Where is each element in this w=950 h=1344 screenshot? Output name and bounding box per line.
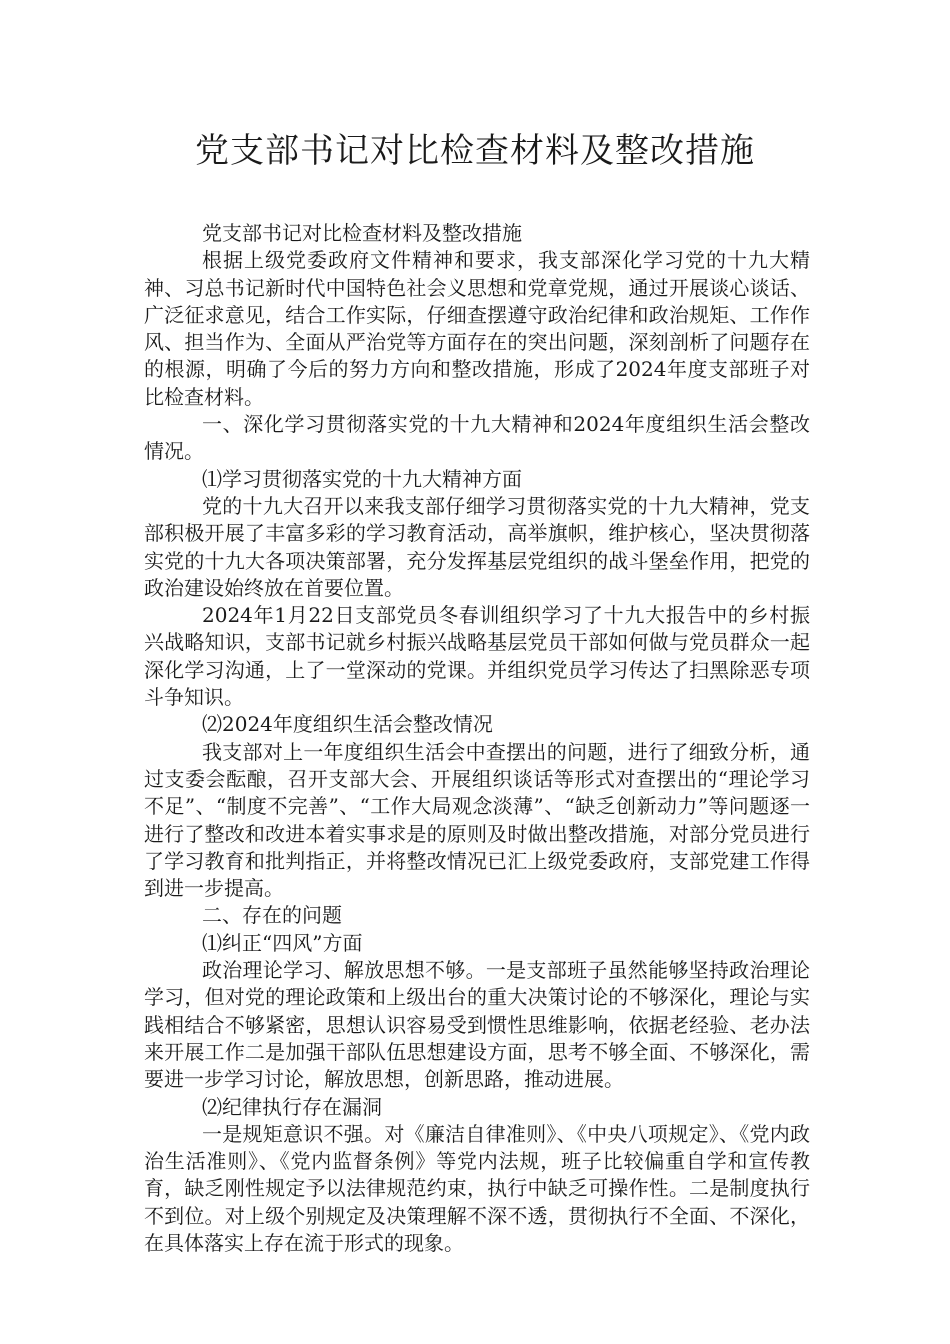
document-body — [144, 220, 810, 1257]
paragraph: 政治理论学习、解放思想不够。一是支部班子虽然能够坚持政治理论学习，但对党的理论政策和上级出台的重大决策讨论的不够深化，理论与实践相结合不够紧密，思想认识容易受到惯性思维影响，依据老经验、老办法来开展工作二是加强干部队伍思想建设方面，思考不够全面、不够深化，需要进一步学习讨论，解放思想，创新思路，推动进展。 — [144, 958, 810, 1092]
subsection-heading-1-2: ⑵2024年度组织生活会整改情况 — [202, 712, 493, 737]
document-title: 党支部书记对比检查材料及整改措施 — [195, 131, 755, 171]
paragraph: 2024年1月22日支部党员冬春训组织学习了十九大报告中的乡村振兴战略知识，支部书记就乡村振兴战略基层党员干部如何做与党员群众一起深化学习沟通，上了一堂深动的党课。并组织党员学习传达了扫黑除恶专项斗争知识。 — [144, 603, 810, 710]
paragraph-intro: 根据上级党委政府文件精神和要求，我支部深化学习党的十九大精神、习总书记新时代中国特色社会义思想和党章党规，通过开展谈心谈话、广泛征求意见，结合工作实际，仔细查摆遵守政治纪律和政治规矩、工作作风、担当作为、全面从严治党等方面存在的突出问题，深刻剖析了问题存在的根源，明确了今后的努力方向和整改措施，形成了2024年度支部班子对比检查材料。 — [144, 248, 810, 409]
paragraph: 一是规矩意识不强。对《廉洁自律准则》、《中央八项规定》、《党内政治生活准则》、《党内监督条例》等党内法规，班子比较偏重自学和宣传教育，缺乏刚性规定予以法律规范约束，执行中缺乏可操作性。二是制度执行不到位。对上级个别规定及决策理解不深不透，贯彻执行不全面、不深化，在具体落实上存在流于形式的现象。 — [144, 1121, 810, 1255]
paragraph: 党的十九大召开以来我支部仔细学习贯彻落实党的十九大精神，党支部积极开展了丰富多彩的学习教育活动，高举旗帜，维护核心，坚决贯彻落实党的十九大各项决策部署，充分发挥基层党组织的战斗堡垒作用，把党的政治建设始终放在首要位置。 — [144, 493, 810, 600]
subsection-heading-2-1: ⑴纠正“四风”方面 — [202, 930, 363, 955]
paragraph-subtitle: 党支部书记对比检查材料及整改措施 — [202, 221, 522, 245]
paragraph: 我支部对上一年度组织生活会中查摆出的问题，进行了细致分析，通过支委会酝酿，召开支部大会、开展组织谈话等形式对查摆出的“理论学习不足”、“制度不完善”、“工作大局观念淡薄”、“缺乏创新动力”等问题逐一进行了整改和改进本着实事求是的原则及时做出整改措施，对部分党员进行了学习教育和批判指正，并将整改情况已汇上级党委政府，支部党建工作得到进一步提高。 — [144, 739, 810, 901]
subsection-heading-1-1: ⑴学习贯彻落实党的十九大精神方面 — [202, 466, 522, 491]
section-heading-1: 一、深化学习贯彻落实党的十九大精神和2024年度组织生活会整改情况。 — [144, 412, 810, 464]
section-heading-2: 二、存在的问题 — [202, 903, 342, 928]
subsection-heading-2-2: ⑵纪律执行存在漏洞 — [202, 1094, 382, 1119]
